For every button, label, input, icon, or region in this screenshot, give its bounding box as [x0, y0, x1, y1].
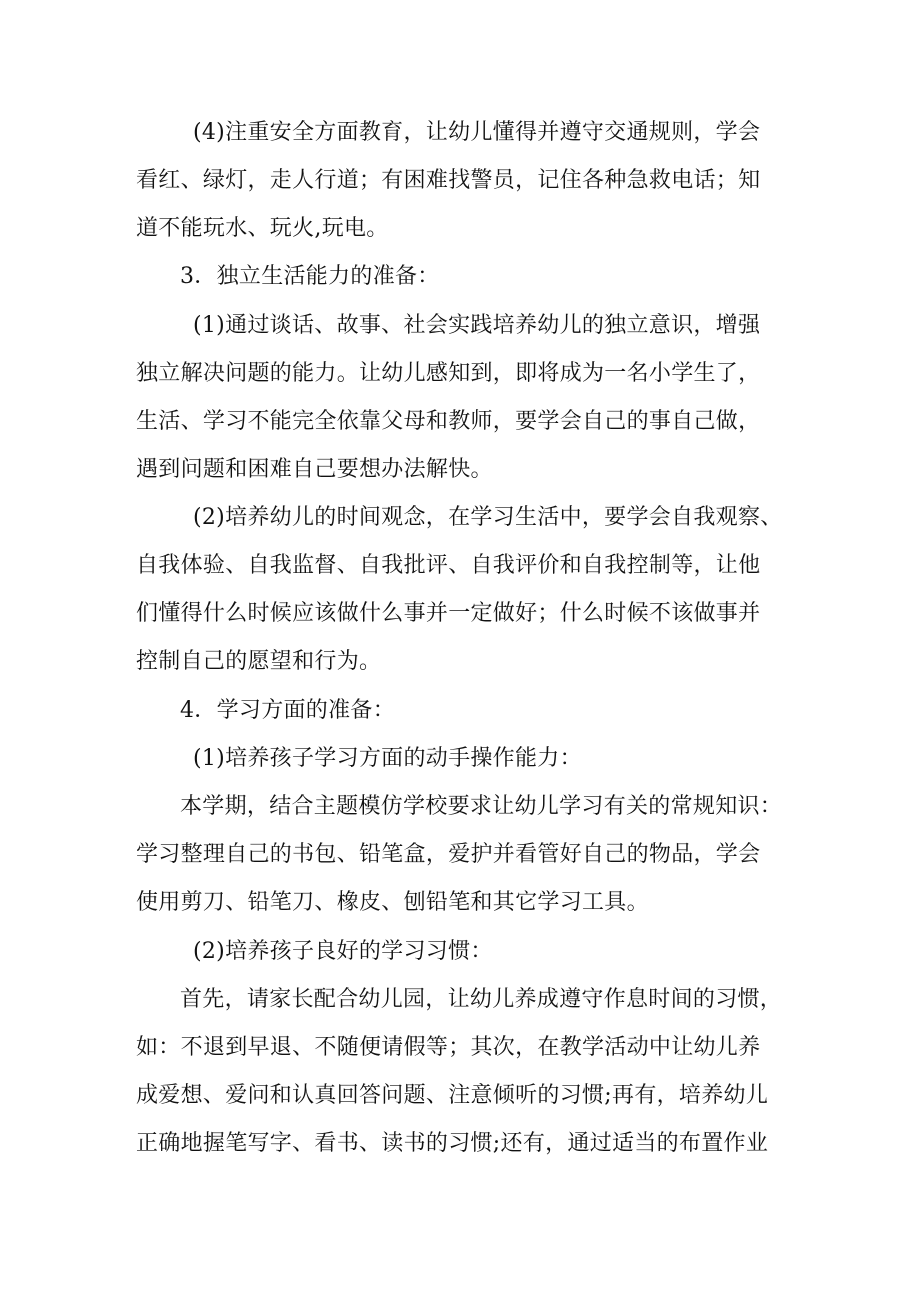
paragraph-line: 本学期，结合主题模仿学校要求让幼儿学习有关的常规知识：: [180, 794, 783, 819]
section-heading: 3．独立生活能力的准备：: [180, 264, 440, 289]
paragraph-line: 自我体验、自我监督、自我批评、自我评价和自我控制等，让他: [136, 553, 761, 578]
paragraph-line: 看红、绿灯，走人行道；有困难找警员，记住各种急救电话；知: [136, 168, 761, 193]
paragraph-line: (4)注重安全方面教育，让幼儿懂得并遵守交通规则，学会: [193, 120, 761, 145]
paragraph-line: 成爱想、爱问和认真回答问题、注意倾听的习惯;再有，培养幼儿: [136, 1083, 769, 1108]
paragraph-line: 控制自己的愿望和行为。: [136, 649, 382, 674]
paragraph-line: (2)培养幼儿的时间观念，在学习生活中，要学会自我观察、: [193, 505, 783, 530]
paragraph-line: 们懂得什么时候应该做什么事并一定做好；什么时候不该做事并: [136, 601, 761, 626]
paragraph-line: (2)培养孩子良好的学习习惯：: [193, 939, 493, 964]
paragraph-line: 学习整理自己的书包、铅笔盒，爱护并看管好自己的物品，学会: [136, 842, 761, 867]
paragraph-line: 道不能玩水、玩火,玩电。: [136, 216, 389, 241]
paragraph-line: 正确地握笔写字、看书、读书的习惯;还有，通过适当的布置作业: [136, 1131, 769, 1156]
paragraph-line: 使用剪刀、铅笔刀、橡皮、刨铅笔和其它学习工具。: [136, 890, 649, 915]
paragraph-line: 生活、学习不能完全依靠父母和教师，要学会自己的事自己做，: [136, 409, 761, 434]
section-heading: 4．学习方面的准备：: [180, 698, 395, 723]
paragraph-line: (1)通过谈话、故事、社会实践培养幼儿的独立意识，增强: [193, 313, 761, 338]
paragraph-line: (1)培养孩子学习方面的动手操作能力：: [193, 746, 582, 771]
paragraph-line: 如：不退到早退、不随便请假等；其次，在教学活动中让幼儿养: [136, 1035, 761, 1060]
paragraph-line: 首先，请家长配合幼儿园，让幼儿养成遵守作息时间的习惯，: [180, 987, 783, 1012]
paragraph-line: 独立解决问题的能力。让幼儿感知到，即将成为一名小学生了，: [136, 361, 761, 386]
paragraph-line: 遇到问题和困难自己要想办法解快。: [136, 457, 493, 482]
